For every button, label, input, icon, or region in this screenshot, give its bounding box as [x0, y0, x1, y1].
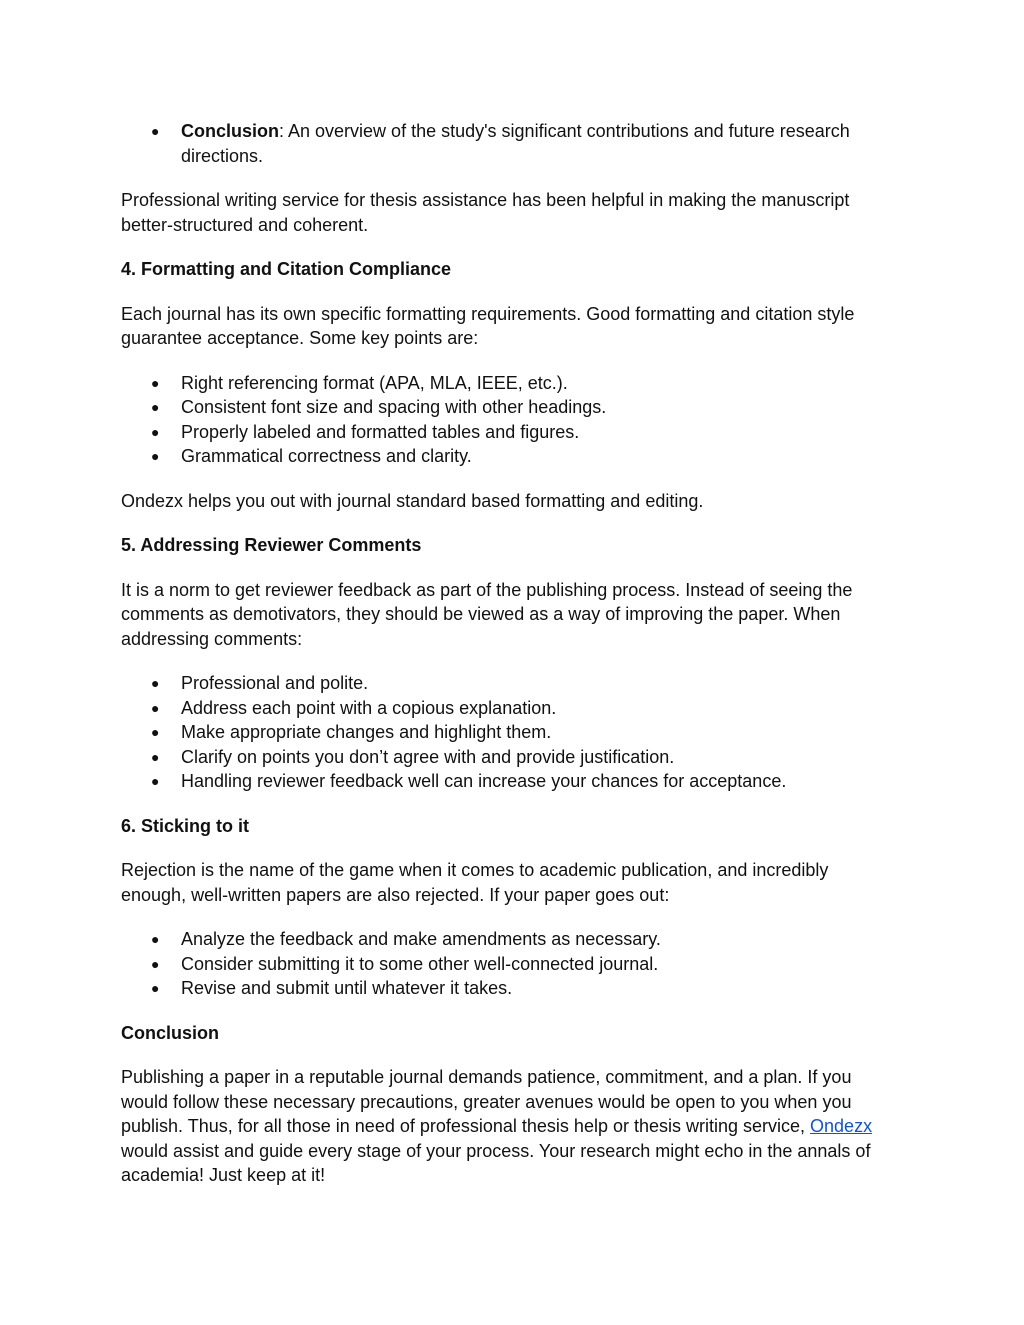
- bullet-icon: ●: [151, 423, 160, 440]
- section-6-heading: 6. Sticking to it: [121, 815, 250, 836]
- bullet-icon: ●: [151, 699, 160, 716]
- paragraph-service: Professional writing service for thesis assistance has been helpful in making the manuscript better-structured and coherent.: [121, 190, 850, 235]
- list-item-text: Grammatical correctness and clarity.: [181, 446, 472, 466]
- section-4-heading: 4. Formatting and Citation Compliance: [121, 259, 452, 279]
- conclusion-heading: Conclusion: [121, 1022, 219, 1043]
- section-5-intro: It is a norm to get reviewer feedback as part of the publishing process. Instead of seeing the comments as demotivators, they should be viewed as a way of improving the paper. When addressing comments:: [121, 579, 853, 649]
- list-item-text: Consistent font size and spacing with other headings.: [181, 397, 607, 417]
- bullet-icon: ●: [151, 980, 160, 996]
- list-item-text: Consider submitting it to some other well-connected journal.: [181, 953, 659, 974]
- bullet-icon: ●: [151, 123, 160, 139]
- list-item-text: Professional and polite.: [181, 673, 369, 693]
- list-item: [121, 420, 893, 445]
- list-item-text: Make appropriate changes and highlight them.: [181, 722, 552, 742]
- list-item: [121, 444, 893, 469]
- section-6-intro: Rejection is the name of the game when it comes to academic publication, and incredibly enough, well-written papers are also rejected. If your paper goes out:: [121, 860, 829, 905]
- bullet-icon: ●: [151, 931, 160, 947]
- list-item: [121, 769, 893, 794]
- bullet-icon: ●: [151, 748, 160, 765]
- bullet-icon: ●: [151, 724, 160, 740]
- list-item: [121, 671, 893, 696]
- list-item: [121, 371, 893, 396]
- list-item-text: Address each point with a copious explanation.: [181, 697, 557, 718]
- section-6-list: [121, 927, 893, 1001]
- list-item: [121, 119, 893, 168]
- bullet-icon: ●: [151, 374, 160, 391]
- list-item-text: Properly labeled and formatted tables and figures.: [181, 421, 580, 442]
- list-item-text: : An overview of the study's significant contributions and future research directions.: [181, 121, 850, 166]
- list-item: [121, 927, 893, 952]
- section-5-heading: 5. Addressing Reviewer Comments: [121, 535, 422, 555]
- list-item-text: Revise and submit until whatever it takes.: [181, 978, 513, 998]
- list-item: [121, 952, 893, 977]
- conclusion-text-after-link: would assist and guide every stage of your process. Your research might echo in the annals of academia! Just keep at it!: [121, 1140, 871, 1185]
- bullet-icon: ●: [151, 675, 160, 691]
- top-bullet-list: [121, 119, 893, 168]
- bullet-icon: ●: [151, 399, 160, 415]
- section-4-list: [121, 371, 893, 469]
- section-5-list: [121, 671, 893, 794]
- document-page: [121, 119, 893, 1208]
- list-item-bold-term: Conclusion: [181, 121, 279, 141]
- bullet-icon: ●: [151, 955, 160, 972]
- list-item-text: Handling reviewer feedback well can increase your chances for acceptance.: [181, 771, 787, 791]
- list-item: [121, 745, 893, 770]
- conclusion-paragraph: [121, 1065, 893, 1188]
- list-item: [121, 696, 893, 721]
- list-item: [121, 395, 893, 420]
- list-item: [121, 720, 893, 745]
- conclusion-text-before-link: Publishing a paper in a reputable journal demands patience, commitment, and a plan. If you would follow these necessary precautions, greater avenues would be open to you when you publish. Thus, for all those in need of professional thesis help or thesis writing service,: [121, 1067, 852, 1136]
- list-item: [121, 976, 893, 1001]
- bullet-icon: ●: [151, 448, 160, 464]
- ondezx-link[interactable]: Ondezx: [810, 1116, 873, 1136]
- section-4-intro: Each journal has its own specific formatting requirements. Good formatting and citation style guarantee acceptance. Some key points are:: [121, 303, 855, 348]
- list-item-text: Analyze the feedback and make amendments as necessary.: [181, 929, 661, 949]
- list-item-text: Right referencing format (APA, MLA, IEEE, etc.).: [181, 372, 568, 393]
- bullet-icon: ●: [151, 773, 160, 789]
- list-item-text: Clarify on points you don’t agree with and provide justification.: [181, 746, 675, 767]
- section-4-outro: Ondezx helps you out with journal standard based formatting and editing.: [121, 490, 704, 511]
